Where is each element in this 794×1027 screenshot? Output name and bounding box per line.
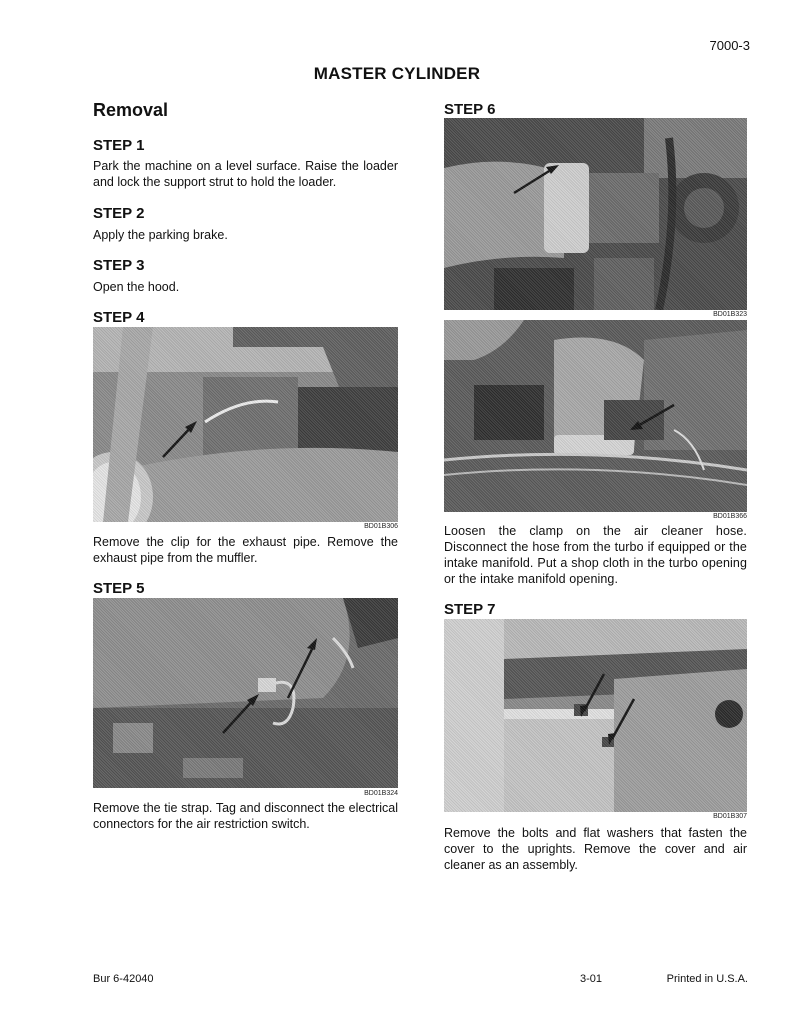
step6-heading: STEP 6 (444, 101, 496, 118)
footer-document-number: Bur 6-42040 (93, 973, 154, 985)
step7-text: Remove the bolts and flat washers that fasten the cover to the uprights. Remove the cover and air cleaner as an assembly. (444, 826, 747, 872)
step5-photo (93, 598, 398, 788)
step4-text: Remove the clip for the exhaust pipe. Remove the exhaust pipe from the muffler. (93, 535, 398, 565)
step7-photo (444, 619, 747, 812)
step6-figure1-code: BD01B323 (713, 311, 747, 318)
step2-text: Apply the parking brake. (93, 228, 228, 242)
step5-heading: STEP 5 (93, 580, 145, 597)
page-number: 7000-3 (709, 38, 750, 53)
footer-printed-in: Printed in U.S.A. (666, 973, 748, 985)
step5-figure-code: BD01B324 (364, 790, 398, 797)
step1-heading: STEP 1 (93, 137, 145, 154)
step7-heading: STEP 7 (444, 601, 496, 618)
step3-text: Open the hood. (93, 280, 180, 294)
step5-text: Remove the tie strap. Tag and disconnect the electrical connectors for the air restriction switch. (93, 801, 398, 831)
step7-figure-code: BD01B307 (713, 813, 747, 820)
step6-text: Loosen the clamp on the air cleaner hose. Disconnect the hose from the turbo if equipped or the intake manifold. Put a shop cloth in the turbo opening or the intake manifold opening. (444, 524, 747, 586)
step4-heading: STEP 4 (93, 309, 145, 326)
footer-revision-date: 3-01 (580, 973, 603, 985)
step6-photo-1 (444, 118, 747, 310)
page-title: MASTER CYLINDER (313, 64, 481, 83)
step6-photo-2 (444, 320, 747, 512)
step2-heading: STEP 2 (93, 205, 145, 222)
step6-figure2-code: BD01B366 (713, 513, 747, 520)
step3-heading: STEP 3 (93, 257, 145, 274)
step1-text: Park the machine on a level surface. Raise the loader and lock the support strut to hold the loader. (93, 159, 398, 189)
step4-figure-code: BD01B306 (364, 523, 398, 530)
step4-photo (93, 327, 398, 522)
section-title-removal: Removal (93, 100, 169, 120)
